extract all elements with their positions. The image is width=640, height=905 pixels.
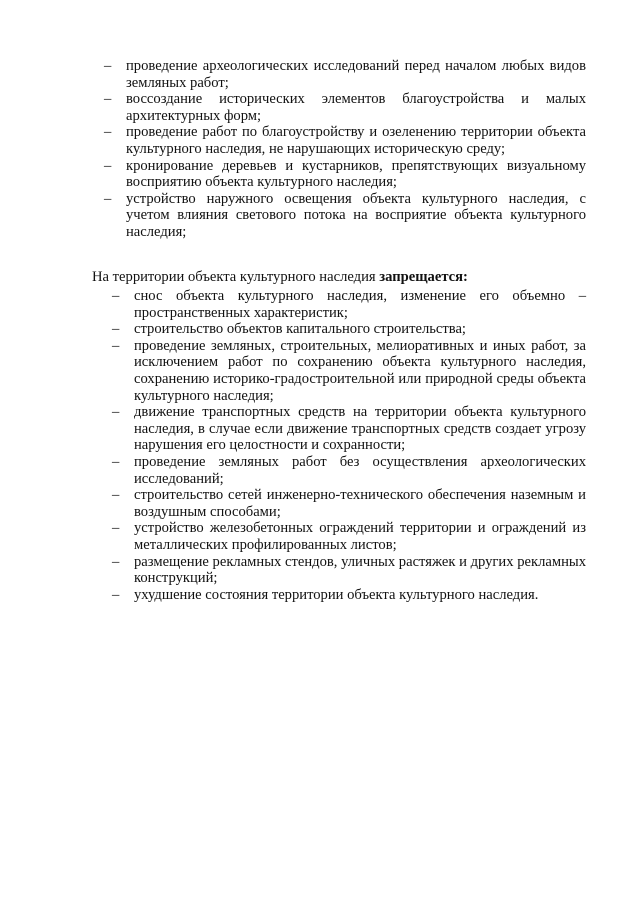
- list-dash: –: [112, 487, 120, 504]
- list-item: – проведение земляных работ без осуществления археологических исследований;: [112, 453, 586, 487]
- prohibited-emphasis: запрещается:: [379, 269, 468, 285]
- list-dash: –: [112, 288, 120, 304]
- list-item: – строительство объектов капитального строительства;: [112, 321, 466, 338]
- prohibited-works-list: [112, 288, 586, 603]
- list-item: – проведение земляных, строительных, мелиоративных и иных работ, за исключением работ по сохранению объекта культурного наследия, сохранению историко-градостроительной или природной среды объекта культурного наследия;: [112, 337, 586, 404]
- list-item: – строительство сетей инженерно-технического обеспечения наземным и воздушным способами;: [112, 487, 586, 520]
- list-dash: –: [112, 453, 120, 470]
- list-dash: –: [104, 91, 112, 108]
- list-item: – устройство железобетонных ограждений территории и ограждений из металлических профилированных листов;: [112, 520, 586, 553]
- list-dash: –: [112, 553, 120, 570]
- list-dash: –: [112, 520, 120, 537]
- list-item: – ухудшение состояния территории объекта культурного наследия.: [112, 586, 539, 603]
- permitted-works-list: [104, 58, 586, 241]
- list-item: – движение транспортных средств на территории объекта культурного наследия, в случае если движение транспортных средств создает угрозу нарушения его целостности и сохранности;: [112, 404, 586, 454]
- list-item: – размещение рекламных стендов, уличных растяжек и других рекламных конструкций;: [112, 553, 586, 587]
- list-dash: –: [112, 321, 120, 338]
- prohibited-intro: На территории объекта культурного наследия запрещается:: [92, 269, 468, 285]
- list-dash: –: [112, 404, 120, 421]
- list-item: – кронирование деревьев и кустарников, препятствующих визуальному восприятию объекта культурного наследия;: [104, 157, 586, 191]
- list-item: – воссоздание исторических элементов благоустройства и малых архитектурных форм;: [104, 91, 586, 124]
- list-dash: –: [104, 157, 112, 174]
- list-dash: –: [104, 58, 112, 74]
- list-dash: –: [104, 190, 112, 207]
- list-dash: –: [112, 586, 120, 603]
- list-dash: –: [112, 337, 120, 354]
- list-item: – проведение археологических исследований перед началом любых видов земляных работ;: [104, 58, 586, 91]
- list-item: – устройство наружного освещения объекта культурного наследия, с учетом влияния светового потока на восприятие объекта культурного наследия;: [104, 190, 586, 240]
- list-item: – проведение работ по благоустройству и озеленению территории объекта культурного наследия, не нарушающих историческую среду;: [104, 124, 586, 157]
- list-dash: –: [104, 124, 112, 141]
- list-item: – снос объекта культурного наследия, изменение его объемно – пространственных характеристик;: [112, 288, 586, 321]
